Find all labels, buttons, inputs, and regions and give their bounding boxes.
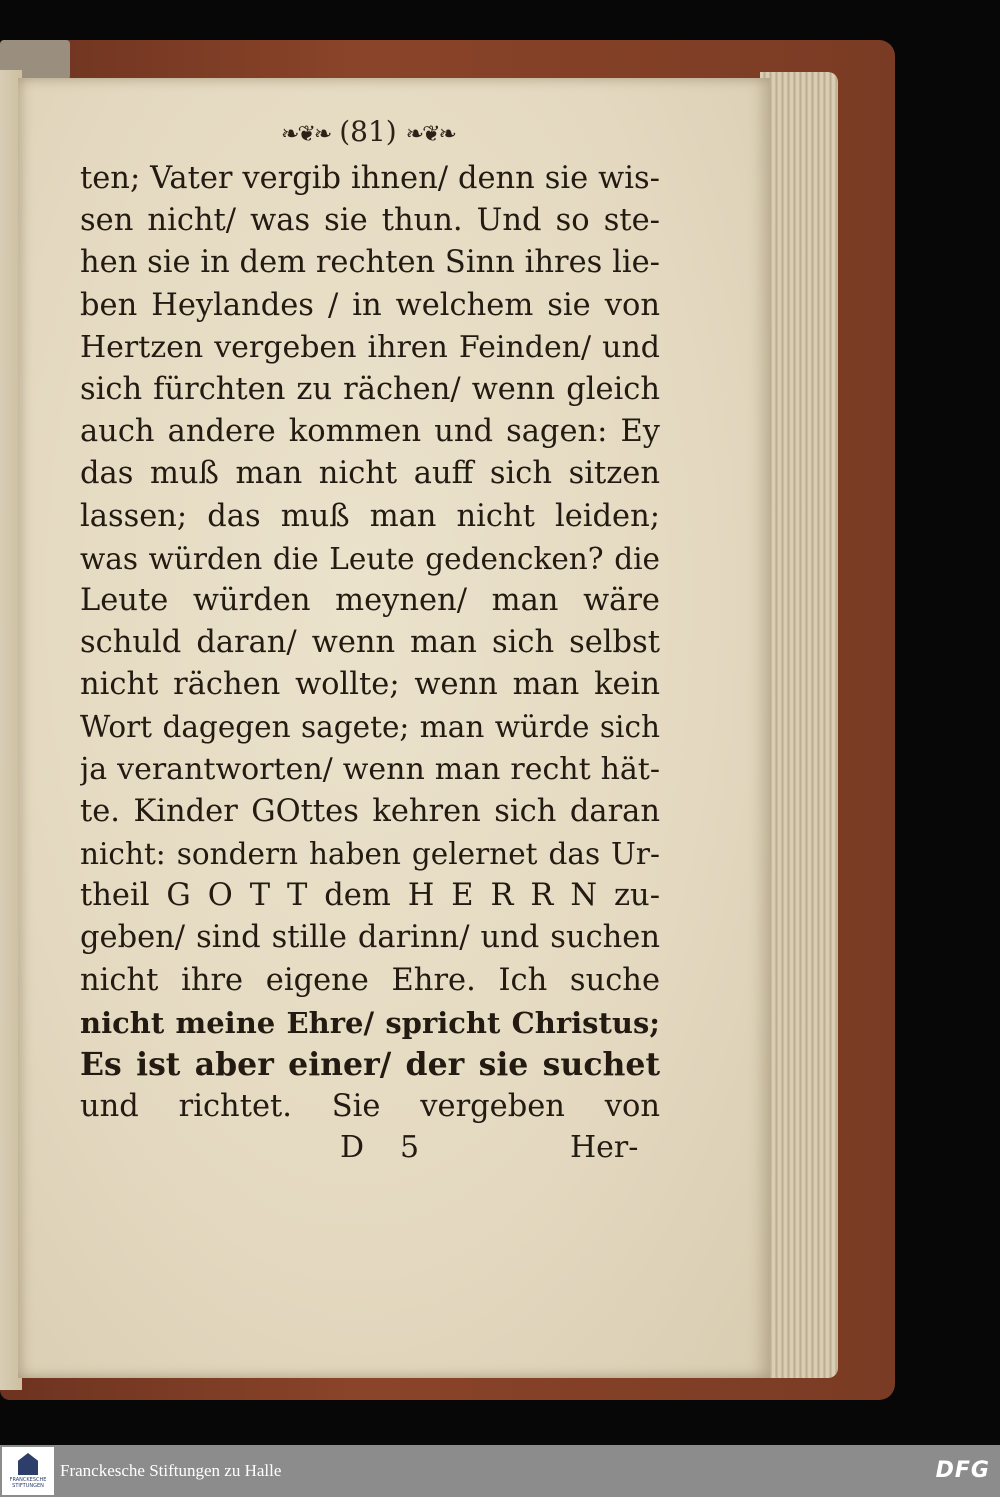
signature-letter: D xyxy=(340,1130,365,1165)
text-line: Es ist aber einer/ der sie suchet xyxy=(80,1045,660,1083)
ornament-left: ❧❦❧ xyxy=(281,122,331,147)
text-line: theil G O T T dem H E R R N zu- xyxy=(80,878,660,914)
text-line: hen sie in dem rechten Sinn ihres lie- xyxy=(80,245,660,281)
text-line: ten; Vater vergib ihnen/ denn sie wis- xyxy=(80,161,660,196)
text-line: nicht ihre eigene Ehre. Ich suche xyxy=(80,962,660,998)
text-line: nicht meine Ehre/ spricht Christus; xyxy=(80,1005,660,1040)
dfg-logo[interactable]: DFG xyxy=(935,1458,990,1483)
text-line: sich fürchten zu rächen/ wenn gleich xyxy=(80,371,660,407)
franckesche-logo[interactable] xyxy=(2,1447,54,1495)
catchword: Her- xyxy=(570,1130,639,1165)
text-line: geben/ sind stille darinn/ und suchen xyxy=(80,920,660,956)
page-number: (81) xyxy=(339,115,397,148)
footer-bar xyxy=(0,1445,1000,1497)
text-line: was würden die Leute gedencken? die xyxy=(80,541,660,576)
ornament-right: ❧❦❧ xyxy=(405,122,455,147)
page-header xyxy=(268,112,468,152)
institution-title: Franckesche Stiftungen zu Halle xyxy=(60,1461,282,1480)
text-line: lassen; das muß man nicht leiden; xyxy=(80,498,660,534)
text-line: schuld daran/ wenn man sich selbst xyxy=(80,625,660,661)
text-line: nicht: sondern haben gelernet das Ur- xyxy=(80,837,660,871)
text-line: sen nicht/ was sie thun. Und so ste- xyxy=(80,203,660,239)
page-stack-edge xyxy=(760,72,838,1378)
text-line: auch andere kommen und sagen: Ey xyxy=(80,414,660,450)
text-line: ja verantworten/ wenn man recht hät- xyxy=(80,751,660,787)
text-line: das muß man nicht auff sich sitzen xyxy=(80,456,660,492)
text-line: nicht rächen wollte; wenn man kein xyxy=(80,667,660,703)
text-line: te. Kinder GOttes kehren sich daran xyxy=(80,793,660,829)
text-line: und richtet. Sie vergeben von xyxy=(80,1089,660,1125)
text-line: Wort dagegen sagete; man würde sich xyxy=(80,710,660,745)
text-line: Leute würden meynen/ man wäre xyxy=(80,582,660,618)
logo-text: FRANCKESCHE STIFTUNGEN xyxy=(9,1477,47,1489)
building-icon xyxy=(18,1453,38,1475)
signature-number: 5 xyxy=(400,1130,420,1165)
text-line: Hertzen vergeben ihren Feinden/ und xyxy=(80,329,660,365)
text-line: ben Heylandes / in welchem sie von xyxy=(80,287,660,323)
page-text xyxy=(80,158,660,1128)
